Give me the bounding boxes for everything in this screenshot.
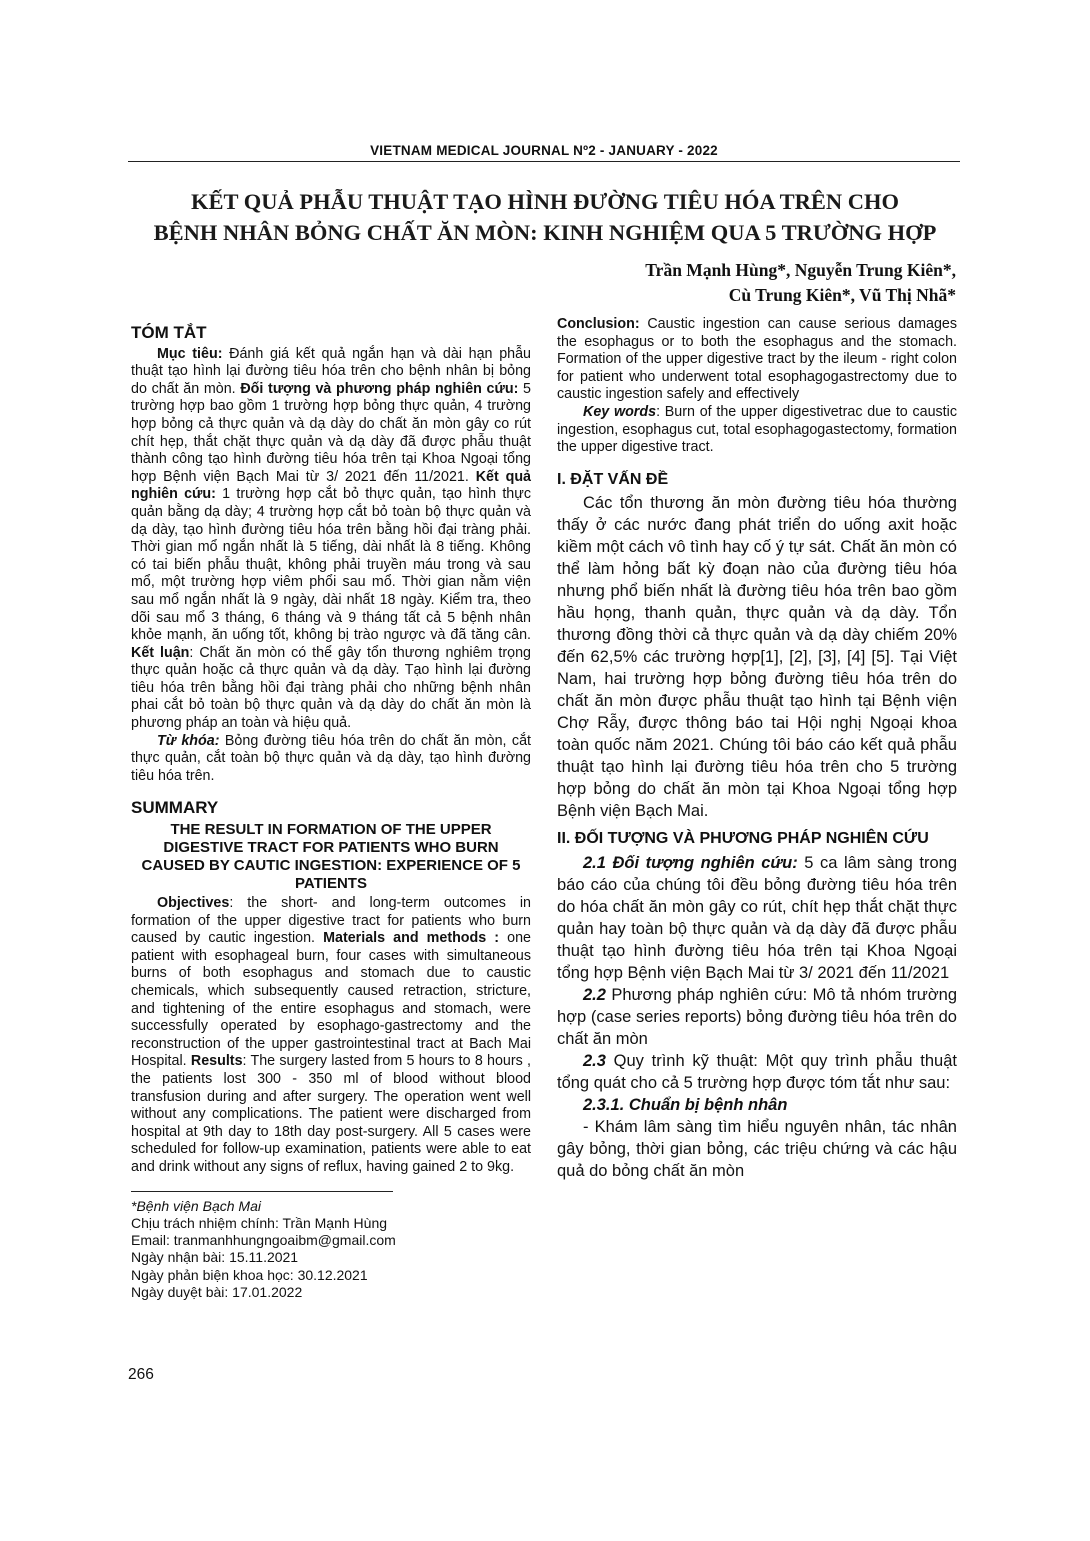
muc-tieu-label: Mục tiêu: (157, 345, 223, 362)
ket-qua-text: 1 trường hợp cắt bỏ thực quản, tạo hình thực quản bằng dạ dày; 4 trường hợp cắt bỏ toàn bộ thực quản và dạ dày, tạo hình đường tiêu hóa trên bằng hồi đại tràng phải. Thời gian mổ ngắn nhất là 5 tiếng, dài nhất là 8 tiếng. Không có tai biến phẫu thuật, không phải truyền máu trong và sau mổ, một trường hợp viêm phổi sau mổ. Thời gian nằm viện sau mổ ngắn nhất là 9 ngày, dài nhất 18 ngày. Kiểm tra, theo dõi sau mổ 3 tháng, 6 tháng và 9 tháng tất cả 5 bệnh nhân khỏe mạnh, ăn uống tốt, không bị trào ngược và đã tăng cân. (131, 486, 531, 644)
s23-text: Quy trình kỹ thuật: Một quy trình phẫu thuật tổng quát cho cả 5 trường hợp được tóm tắt như sau: (557, 1051, 957, 1092)
footnote-reviewed: Ngày phản biện khoa học: 30.12.2021 (131, 1266, 368, 1283)
methods-text: one patient with esophageal burn, four cases with simultaneous burns of both esophagus and stomach due to caustic chemicals, which subsequently caused retraction, stricture, and tightening of the entire esophagus and stomach, were successfully operated by esophago-gastrectomy and the reconstruction of the upper gastrointestinal tract at Bach Mai Hospital. (131, 930, 532, 1070)
footnote-accepted: Ngày duyệt bài: 17.01.2022 (131, 1284, 303, 1301)
title-line-2: BỆNH NHÂN BỎNG CHẤT ĂN MÒN: KINH NGHIỆM QUA 5 TRƯỜNG HỢP (153, 220, 937, 245)
section1-heading: I. ĐẶT VẤN ĐỀ (557, 470, 669, 488)
doi-tuong-label: Đối tượng và phương pháp nghiên cứu: (240, 380, 519, 397)
s22-label: 2.2 (583, 985, 606, 1004)
section2-2 (557, 984, 957, 1050)
tom-tat-heading: TÓM TẮT (131, 323, 207, 342)
keywords-text: : Burn of the upper digestivetrac due to caustic ingestion, esophagus cut, total esophagogastectomy, formation the upper digestive tract. (557, 403, 957, 456)
muc-tieu-text: Đánh giá kết quả ngắn hạn và dài hạn phẫu thuật tạo hình lại đường tiêu hóa trên cho bệnh nhân bị bỏng do chất ăn mòn. (131, 345, 531, 397)
footnotes (131, 1198, 531, 1302)
s231-heading: 2.3.1. Chuẩn bị bệnh nhân (583, 1095, 788, 1114)
section2-1 (557, 852, 957, 984)
authors-line-2: Cù Trung Kiên*, Vũ Thị Nhã* (728, 285, 956, 305)
keywords-label: Key words (583, 403, 657, 420)
footnote-rule (131, 1191, 393, 1192)
keywords-paragraph (557, 404, 957, 457)
ket-qua-label: Kết quả nghiên cứu: (131, 468, 532, 503)
summary-body (131, 895, 531, 1177)
tu-khoa-text: Bỏng đường tiêu hóa trên do chất ăn mòn, cắt thực quản, cắt toàn bộ thực quản và dạ dày, tạo hình đường tiêu hóa trên. (131, 732, 531, 784)
title-line-1: KẾT QUẢ PHẪU THUẬT TẠO HÌNH ĐƯỜNG TIÊU HÓA TRÊN CHO (190, 189, 900, 214)
article-title (110, 186, 980, 248)
section2-3 (557, 1050, 957, 1094)
summary-title: THE RESULT IN FORMATION OF THE UPPER DIGESTIVE TRACT FOR PATIENTS WHO BURN CAUSED BY CAUTIC INGESTION: EXPERIENCE OF 5 PATIENTS (141, 821, 521, 893)
footnote-email: Email: tranmanhhungngoaibm@gmail.com (131, 1232, 396, 1249)
results-text-part: : The surgery lasted from 5 hours to 8 hours , the patients lost 300 - 350 ml of blood without blood transfusion during and after surgery. The operation went well without any complications. The patient were discharged from hospital at 9th day to 18th day post-surgery. All 5 cases were scheduled for follow-up examination, patients were able to eat and drink without any signs of reflux, having gained 2 to 9kg. (131, 1053, 531, 1175)
section2-heading: II. ĐỐI TƯỢNG VÀ PHƯƠNG PHÁP NGHIÊN CỨU (557, 830, 929, 848)
journal-header: VIETNAM MEDICAL JOURNAL Nº2 - JANUARY - 2022 (370, 143, 718, 158)
s22-text: Phương pháp nghiên cứu: Mô tả nhóm trường hợp (case series reports) bỏng đường tiêu hóa trên do chất ăn mòn (557, 985, 957, 1048)
authors-line-1: Trần Mạnh Hùng*, Nguyễn Trung Kiên*, (645, 260, 956, 280)
footnote-affiliation (131, 1198, 531, 1215)
summary-continued (557, 316, 957, 404)
ket-luan-text: : Chất ăn mòn có thể gây tổn thương nghiêm trọng thực quản hoặc cả thực quản và dạ dày. Tạo hình lại đường tiêu hóa trên bằng hồi đại tràng phải cho những bệnh nhân phai cắt bỏ toàn bộ thực quản và dạ dày do chất ăn mòn là phương pháp an toàn và hiệu quả. (131, 644, 531, 732)
conclusion-label: Conclusion: (557, 316, 640, 332)
s23-label: 2.3 (583, 1051, 606, 1070)
tu-khoa-label: Từ khóa: (157, 732, 220, 749)
s21-text: 5 ca lâm sàng trong báo cáo của chúng tôi đều bỏng đường tiêu hóa trên do hóa chất ăn mòn gây co rút, chít hẹp thắt chặt thực quản hay toàn bộ thực quản và dạ dày đã được phẫu thuật tạo hình đường tiêu hóa trên tại Khoa Ngoại tổng hợp Bệnh viện Bạch Mai từ 3/ 2021 đến 11/2021 (557, 853, 958, 982)
conclusion-text: Caustic ingestion can cause serious damages the esophagus or to both the esophagus and the stomach. Formation of the upper digestive tract by the ileum - right colon for patient who underwent total esophagogastrectomy due to caustic ingestion safely and effectively (557, 316, 957, 403)
s231-text: - Khám lâm sàng tìm hiểu nguyên nhân, tác nhân gây bỏng, thời gian bỏng, các triệu chứng và các hậu quả do bỏng chất ăn mòn (557, 1117, 957, 1180)
footnote-responsible: Chịu trách nhiệm chính: Trần Mạnh Hùng (131, 1214, 388, 1231)
footnote-received: Ngày nhận bài: 15.11.2021 (131, 1249, 299, 1266)
affiliation-text: *Bệnh viện Bạch Mai (131, 1197, 261, 1214)
ket-luan-label: Kết luận (131, 644, 190, 661)
methods-label: Materials and methods : (323, 930, 500, 947)
tu-khoa-paragraph (131, 733, 531, 786)
objectives-label: Objectives (157, 895, 230, 912)
section1-text: Các tổn thương ăn mòn đường tiêu hóa thường thấy ở các nước đang phát triển do uống axit hoặc kiềm một cách vô tình hay cố ý tự sát. Chất ăn mòn có thể làm hỏng bất kỳ đoạn nào của đường tiêu hóa nhưng phổ biến nhất là đường tiêu hóa trên bao gồm hầu họng, thanh quản, thực quản và dạ dày. Tổn thương đồng thời cả thực quản và dạ dày chiếm 20% đến 62,5% các trường hợp[1], [2], [3], [4] [5]. Tại Việt Nam, hai trường hợp bỏng đường tiêu hóa trên do chất ăn mòn được phẫu thuật tạo hình tại Bệnh viện Chợ Rẫy, được thông báo tai Hội nghị Ngoại khoa toàn quốc năm 2021. Chúng tôi báo cáo kết quả phẫu thuật tạo hình lại đường tiêu hóa trên cho 5 trường hợp bỏng do chất ăn mòn tại Khoa Ngoại tổng hợp Bệnh viện Bạch Mai. (557, 494, 957, 821)
header-rule (128, 161, 960, 162)
authors (645, 258, 956, 308)
right-column (557, 316, 957, 1182)
page-number: 266 (128, 1366, 154, 1383)
tom-tat-body (131, 346, 531, 733)
summary-heading: SUMMARY (131, 798, 219, 818)
doi-tuong-text: 5 trường hợp bao gồm 1 trường hợp bỏng thực quản, 4 trường hợp bỏng cả thực quản và dạ dày do chất ăn mòn gây co rút chít hẹp, thắt chặt thực quản và dạ dày đã được phẫu thuật thành công tạo hình đường tiêu hóa trên tại Khoa Ngoại tổng hợp Bệnh viện Bạch Mai từ 3/ 2021 đến 11/2021. (131, 380, 531, 485)
objectives-text: : the short- and long-term outcomes in formation of the upper digestive tract for patients who burn caused by cautic ingestion. (131, 895, 531, 947)
results-label: Results (190, 1053, 243, 1070)
s21-label: 2.1 Đối tượng nghiên cứu: (583, 853, 798, 872)
left-column (131, 316, 531, 1301)
